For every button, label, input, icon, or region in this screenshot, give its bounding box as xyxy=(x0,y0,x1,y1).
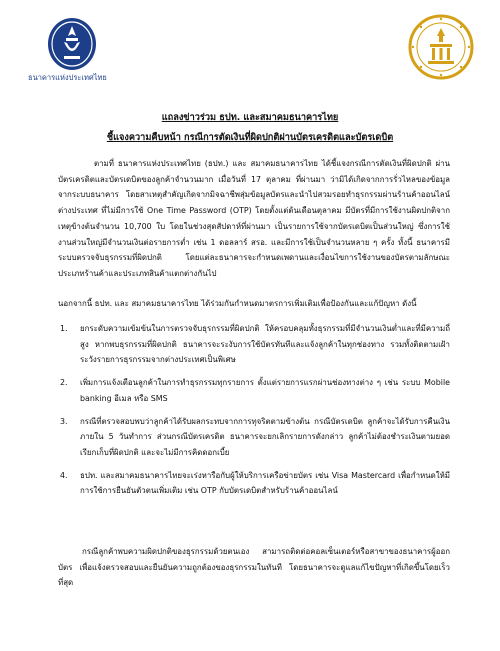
list-item-text: กรณีที่ตรวจสอบพบว่าลูกค้าได้รับผลกระทบจากการทุจริตตามข้างต้น กรณีบัตรเดบิต ลูกค้าจะได้รับการคืนเงินภายใน 5 วันทำการ ส่วนกรณีบัตรเครดิต ธนาคารจะยกเลิกรายการดังกล่าว ลูกค้าไม่ต้องชำระเงินตามยอดเรียกเก็บที่ผิดปกติ และจะไม่มีการคิดดอกเบี้ย xyxy=(80,416,450,457)
list-item xyxy=(58,414,450,461)
list-item-number: 4. xyxy=(60,470,68,480)
list-item-text: เพิ่มการแจ้งเตือนลูกค้าในการทำธุรกรรมทุกรายการ ตั้งแต่รายการแรกผ่านช่องทางต่าง ๆ เช่น ระบบ Mobile banking อีเมล หรือ SMS xyxy=(80,378,450,403)
measures-intro-paragraph: นอกจากนี้ ธปท. และ สมาคมธนาคารไทย ได้ร่วมกันกำหนดมาตรการเพิ่มเติมเพื่อป้องกันและแก้ปัญหา ดังนี้ xyxy=(58,299,417,308)
bank-name: ธนาคารแห่งประเทศไทย xyxy=(28,73,107,82)
closing-paragraph: กรณีลูกค้าพบความผิดปกติของธุรกรรมด้วยตนเอง สามารถติดต่อคอลเซ็นเตอร์หรือสาขาของธนาคารผู้ออกบัตร เพื่อแจ้งตรวจสอบและยืนยันความถูกต้องของธุรกรรมในทันที โดยธนาคารจะดูแลแก้ไขปัญหาที่เกิดขึ้นโดยเร็วที่สุด xyxy=(58,547,450,588)
list-item-text: ธปท. และสมาคมธนาคารไทยจะเร่งหารือกับผู้ให้บริการเครือข่ายบัตร เช่น Visa Mastercard เพื่อกำหนดให้มีการใช้การยืนยันตัวตนเพิ่มเติม เช่น OTP กับบัตรเดบิตสำหรับร้านค้าออนไลน์ xyxy=(80,470,450,496)
list-item xyxy=(58,375,450,406)
list-item-number: 2. xyxy=(60,378,68,388)
press-release-headline: แถลงข่าวร่วม ธปท. และสมาคมธนาคารไทย xyxy=(161,112,339,123)
intro-paragraph: ตามที่ ธนาคารแห่งประเทศไทย (ธปท.) และ สมาคมธนาคารไทย ได้ชี้แจงกรณีการตัดเงินที่ผิดปกติ ผ่านบัตรเครดิตและบัตรเดบิตของลูกค้าจำนวนมาก เมื่อวันที่ 17 ตุลาคม ที่ผ่านมา ว่ามิได้เกิดจากการรั่วไหลของข้อมูลจากระบบธนาคาร โดยสาเหตุสำคัญเกิดจากมิจฉาชีพสุ่มข้อมูลบัตรและนำไปสวมรอยทำธุรกรรมผ่านร้านค้าออนไลน์ต่างประเทศ ที่ไม่มีการใช้ One Time Password (OTP) โดยตั้งแต่ต้นเดือนตุลาคม มีบัตรที่มีการใช้งานผิดปกติจากเหตุข้างต้นจำนวน 10,700 ใบ โดยในช่วงสุดสัปดาห์ที่ผ่านมา เป็นรายการใช้จากบัตรเดบิตเป็นส่วนใหญ่ ซึ่งการใช้งานส่วนใหญ่มีจำนวนเงินต่อรายการต่ำ เช่น 1 ดอลลาร์ สรอ. และมีการใช้เป็นจำนวนหลาย ๆ ครั้ง ทั้งนี้ ธนาคารมีระบบตรวจจับธุรกรรมที่ผิดปกติ โดยแต่ละธนาคารจะกำหนดเพดานและเงื่อนไขการใช้งานของบัตรตามลักษณะประเภทร้านค้าและประเภทสินค้าแตกต่างกันไป xyxy=(58,159,450,278)
press-release-subheadline: ชี้แจงความคืบหน้า กรณีการตัดเงินที่ผิดปกติผ่านบัตรเครดิตและบัตรเดบิต xyxy=(106,132,394,143)
thai-bankers-association-emblem-icon xyxy=(408,14,474,80)
measures-list xyxy=(58,321,450,506)
list-item-text: ยกระดับความเข้มข้นในการตรวจจับธุรกรรมที่ผิดปกติ ให้ครอบคลุมทั้งธุรกรรมที่มีจำนวนเงินต่ำและที่มีความถี่สูง หากพบธุรกรรมที่ผิดปกติ ธนาคารจะระงับการใช้บัตรทันทีและแจ้งลูกค้าในทุกช่องทาง รวมทั้งติดตามเฝ้าระวังรายการธุรกรรมจากต่างประเทศเป็นพิเศษ xyxy=(80,324,450,365)
list-item xyxy=(58,468,450,499)
list-item xyxy=(58,321,450,368)
bank-of-thailand-emblem-icon xyxy=(46,16,98,72)
page-header xyxy=(0,0,500,90)
list-item-number: 1. xyxy=(60,324,68,333)
list-item-number: 3. xyxy=(60,416,68,426)
